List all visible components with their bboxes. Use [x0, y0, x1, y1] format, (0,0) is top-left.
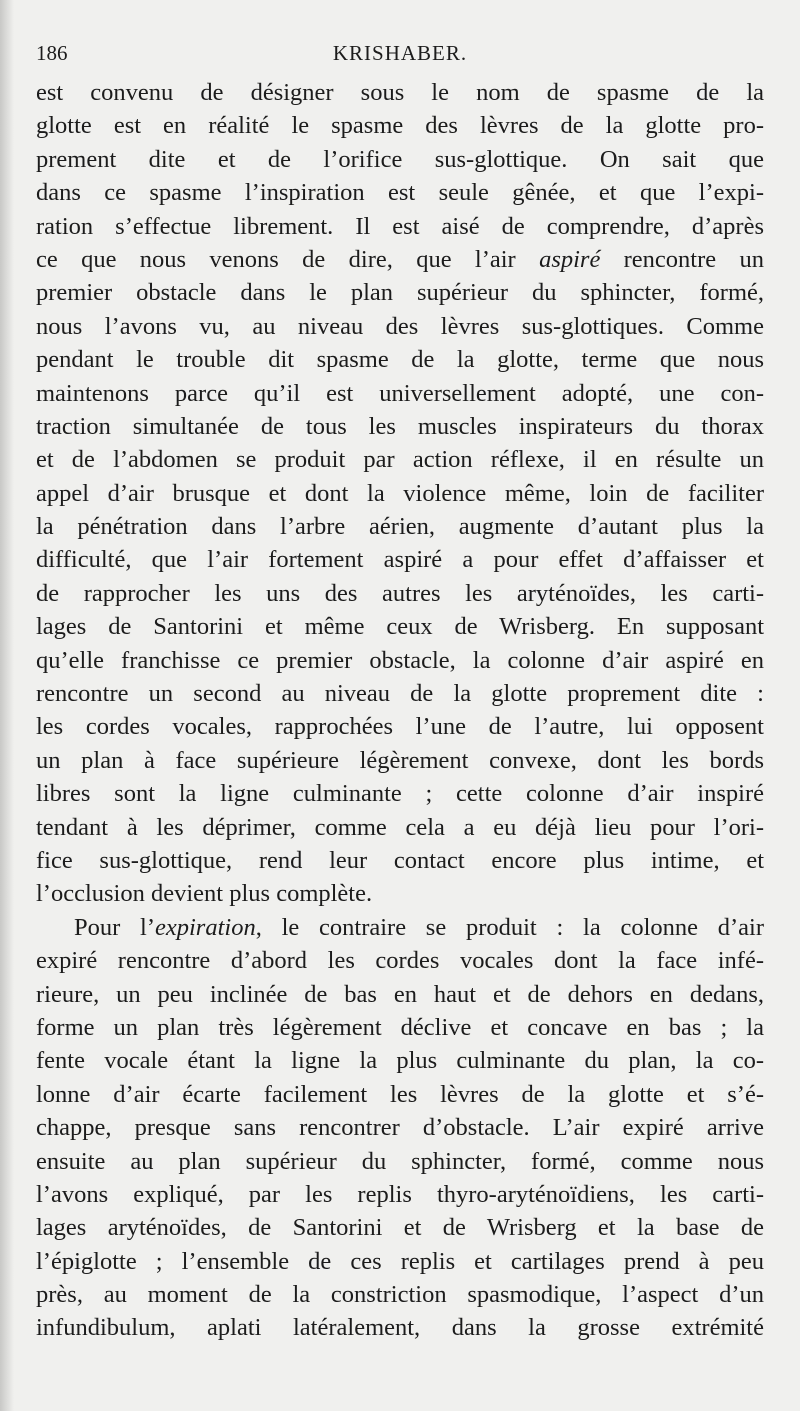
text-line: un plan à face supérieure légèrement convexe, dont les bords [36, 746, 764, 774]
text-line: les cordes vocales, rapprochées l’une de l’autre, lui opposent [36, 713, 764, 741]
text-run: , le contraire se produit : la colonne d’air [255, 913, 764, 941]
text-line: chappe, presque sans rencontrer d’obstacle. L’air expiré arrive [36, 1114, 764, 1142]
text-line: fice sus-glottique, rend leur contact encore plus intime, et [36, 846, 764, 874]
page-gutter-shadow [0, 0, 14, 1411]
text-line: expiré rencontre d’abord les cordes vocales dont la face infé- [36, 947, 764, 975]
text-line: prement dite et de l’orifice sus-glottique. On sait que [36, 145, 764, 173]
italic-word-aspire: aspiré [539, 245, 601, 273]
text-line: lages de Santorini et même ceux de Wrisberg. En supposant [36, 613, 764, 641]
text-line: la pénétration dans l’arbre aérien, augmente d’autant plus la [36, 513, 764, 541]
italic-word-expiration: expiration [155, 913, 256, 941]
text-line: pendant le trouble dit spasme de la glotte, terme que nous [36, 346, 764, 374]
text-line: l’épiglotte ; l’ensemble de ces replis et cartilages prend à peu [36, 1247, 764, 1275]
paragraph-end-line: l’occlusion devient plus complète. [36, 880, 373, 908]
body-text [36, 76, 764, 1345]
text-line: près, au moment de la constriction spasmodique, l’aspect d’un [36, 1281, 764, 1309]
text-line: de rapprocher les uns des autres les aryténoïdes, les carti- [36, 579, 764, 607]
text-line: tendant à les déprimer, comme cela a eu déjà lieu pour l’ori- [36, 813, 764, 841]
text-line: fente vocale étant la ligne la plus culminante du plan, la co- [36, 1047, 764, 1075]
paragraph-start-line [36, 911, 764, 944]
text-line: maintenons parce qu’il est universellement adopté, une con- [36, 379, 764, 407]
text-line: nous l’avons vu, au niveau des lèvres sus-glottiques. Comme [36, 312, 764, 340]
text-line [36, 243, 764, 276]
text-line: glotte est en réalité le spasme des lèvres de la glotte pro- [36, 112, 764, 140]
text-line: ensuite au plan supérieur du sphincter, formé, comme nous [36, 1147, 764, 1175]
text-run: Pour l’ [74, 913, 155, 941]
text-line: difficulté, que l’air fortement aspiré a pour effet d’affaisser et [36, 546, 764, 574]
text-line: rencontre un second au niveau de la glotte proprement dite : [36, 680, 764, 708]
text-line: lonne d’air écarte facilement les lèvres de la glotte et s’é- [36, 1080, 764, 1108]
text-line: l’avons expliqué, par les replis thyro-aryténoïdiens, les carti- [36, 1180, 764, 1208]
text-run: ce que nous venons de dire, que l’air [36, 245, 540, 273]
text-line: appel d’air brusque et dont la violence même, loin de faciliter [36, 479, 764, 507]
page-number: 186 [36, 41, 68, 65]
running-head [36, 38, 764, 68]
text-line: ration s’effectue librement. Il est aisé de comprendre, d’après [36, 212, 764, 240]
text-line: infundibulum, aplati latéralement, dans la grosse extrémité [36, 1314, 764, 1342]
text-line: traction simultanée de tous les muscles inspirateurs du thorax [36, 412, 764, 440]
text-line: libres sont la ligne culminante ; cette colonne d’air inspiré [36, 780, 764, 808]
running-head-title: KRISHABER. [332, 41, 468, 65]
text-line: est convenu de désigner sous le nom de spasme de la [36, 79, 764, 106]
text-line: lages aryténoïdes, de Santorini et de Wrisberg et la base de [36, 1214, 764, 1242]
text-line: qu’elle franchisse ce premier obstacle, la colonne d’air aspiré en [36, 646, 764, 674]
text-line: et de l’abdomen se produit par action réflexe, il en résulte un [36, 446, 764, 474]
text-line: dans ce spasme l’inspiration est seule gênée, et que l’expi- [36, 179, 764, 207]
text-line: forme un plan très légèrement déclive et concave en bas ; la [36, 1013, 764, 1041]
text-line: rieure, un peu inclinée de bas en haut et de dehors en dedans, [36, 980, 764, 1008]
text-run: rencontre un [600, 245, 764, 273]
text-line: premier obstacle dans le plan supérieur du sphincter, formé, [36, 279, 764, 307]
